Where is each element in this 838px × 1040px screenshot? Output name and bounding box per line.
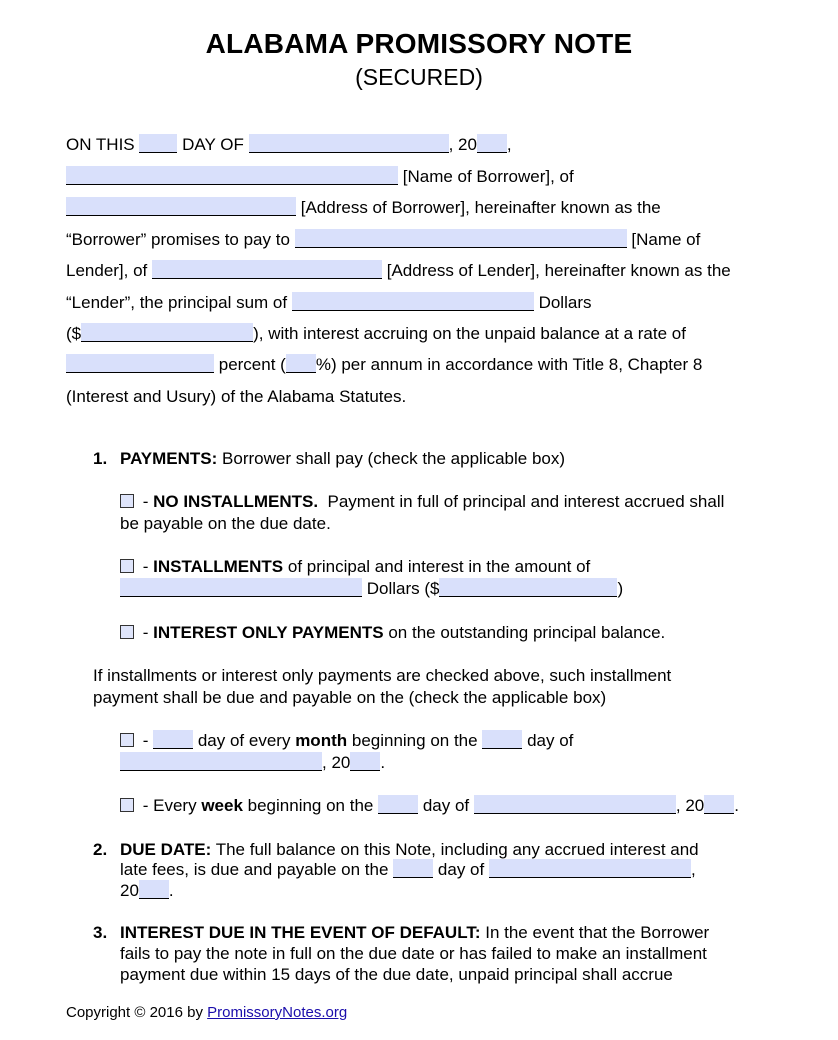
intro-text: ($ bbox=[66, 324, 82, 343]
intro-line-9: (Interest and Usury) of the Alabama Statutes. bbox=[66, 387, 407, 406]
section-heading: DUE DATE: bbox=[120, 840, 212, 859]
lender-address-field[interactable] bbox=[152, 260, 382, 279]
month-field[interactable] bbox=[249, 134, 449, 153]
website-link[interactable]: PromissoryNotes.org bbox=[207, 1004, 348, 1021]
weekly-start-day-field[interactable] bbox=[378, 795, 418, 814]
due-year-line: 20 . bbox=[120, 881, 174, 900]
option-text: Dollars ($ bbox=[366, 579, 440, 598]
section-2-heading bbox=[120, 839, 699, 861]
section-number: 2. bbox=[93, 840, 108, 859]
option-text: on the outstanding principal balance. bbox=[388, 623, 666, 642]
intro-text: [Address of Borrower], hereinafter known as the bbox=[300, 198, 661, 217]
copyright-text: Copyright © 2016 by bbox=[66, 1004, 203, 1021]
option-label: NO INSTALLMENTS. bbox=[153, 492, 319, 511]
section-3-text: payment due within 15 days of the due date, unpaid principal shall accrue bbox=[120, 965, 673, 984]
option-text: ) bbox=[617, 579, 624, 598]
intro-text: DAY OF bbox=[182, 135, 244, 154]
option-monthly: - day of every month beginning on the day of bbox=[120, 730, 573, 752]
option-weekly: - Every week beginning on the day of , 20 . bbox=[120, 795, 739, 817]
section-text: In the event that the Borrower bbox=[485, 923, 710, 942]
section-3-text: fails to pay the note in full on the due date or has failed to make an installment bbox=[120, 944, 707, 963]
option-text: of principal and interest in the amount of bbox=[287, 557, 591, 576]
intro-line-7 bbox=[66, 323, 686, 345]
intro-text: , 20 bbox=[448, 135, 477, 154]
monthly-checkbox[interactable] bbox=[120, 733, 134, 747]
intro-line-6 bbox=[66, 292, 591, 314]
intro-text: ), with interest accruing on the unpaid balance at a rate of bbox=[253, 324, 686, 343]
rate-words-field[interactable] bbox=[66, 354, 214, 373]
lender-name-field[interactable] bbox=[295, 229, 627, 248]
intro-line-5 bbox=[66, 260, 731, 282]
option-interest-only: - INTEREST ONLY PAYMENTS on the outstanding principal balance. bbox=[120, 622, 665, 644]
due-month-field[interactable] bbox=[489, 859, 691, 878]
monthly-date-line: , 20 . bbox=[120, 752, 385, 774]
section-number: 3. bbox=[93, 923, 108, 942]
section-3-heading bbox=[120, 922, 709, 944]
intro-text: , bbox=[506, 135, 512, 154]
borrower-address-field[interactable] bbox=[66, 197, 296, 216]
intro-text: [Address of Lender], hereinafter known as the bbox=[386, 261, 731, 280]
option-text-cont: be payable on the due date. bbox=[120, 514, 331, 533]
intro-text: [Name of Borrower], of bbox=[402, 167, 574, 186]
section-1-heading bbox=[120, 448, 565, 470]
option-text: Payment in full of principal and interest accrued shall bbox=[327, 492, 725, 511]
monthly-start-year-field[interactable] bbox=[350, 752, 380, 771]
intro-text: Lender], of bbox=[66, 261, 148, 280]
option-label: INTEREST ONLY PAYMENTS bbox=[153, 623, 384, 642]
weekly-checkbox[interactable] bbox=[120, 798, 134, 812]
due-day-field[interactable] bbox=[393, 859, 433, 878]
installment-words-field[interactable] bbox=[120, 578, 362, 597]
day-field[interactable] bbox=[139, 134, 177, 153]
installment-amount-field[interactable] bbox=[439, 578, 617, 597]
option-label: INSTALLMENTS bbox=[153, 557, 284, 576]
intro-text: percent ( bbox=[218, 355, 286, 374]
borrower-name-field[interactable] bbox=[66, 166, 398, 185]
monthly-start-month-field[interactable] bbox=[120, 752, 322, 771]
installment-amount-line bbox=[120, 578, 623, 600]
intro-text: “Borrower” promises to pay to bbox=[66, 230, 290, 249]
section-heading: PAYMENTS: bbox=[120, 449, 218, 468]
due-year-field[interactable] bbox=[139, 880, 169, 899]
section-text: Borrower shall pay (check the applicable box) bbox=[222, 449, 566, 468]
interest-only-checkbox[interactable] bbox=[120, 625, 134, 639]
rate-percent-field[interactable] bbox=[286, 354, 316, 373]
document-title: ALABAMA PROMISSORY NOTE bbox=[205, 28, 633, 59]
intro-text: Dollars bbox=[538, 293, 592, 312]
no-installments-checkbox[interactable] bbox=[120, 494, 134, 508]
monthly-start-day-field[interactable] bbox=[482, 730, 522, 749]
intro-line-8 bbox=[66, 354, 702, 376]
weekly-start-month-field[interactable] bbox=[474, 795, 676, 814]
year-field[interactable] bbox=[477, 134, 507, 153]
installment-note-2: payment shall be due and payable on the (check the applicable box) bbox=[93, 688, 607, 707]
intro-line-1 bbox=[66, 134, 512, 156]
section-number: 1. bbox=[93, 449, 108, 468]
copyright-footer bbox=[66, 1004, 347, 1021]
intro-line-3 bbox=[66, 197, 661, 219]
due-date-line: late fees, is due and payable on the day of , bbox=[120, 860, 696, 879]
option-no-installments: - NO INSTALLMENTS. Payment in full of principal and interest accrued shall bbox=[120, 491, 724, 513]
option-installments: - INSTALLMENTS of principal and interest in the amount of bbox=[120, 556, 590, 578]
intro-text: %) per annum in accordance with Title 8, Chapter 8 bbox=[315, 355, 703, 374]
installment-note-1: If installments or interest only payments are checked above, such installment bbox=[93, 666, 672, 685]
section-text: The full balance on this Note, including any accrued interest and bbox=[215, 840, 699, 859]
intro-line-4 bbox=[66, 229, 700, 251]
intro-line-2 bbox=[66, 166, 574, 188]
weekly-start-year-field[interactable] bbox=[704, 795, 734, 814]
monthly-day-field[interactable] bbox=[153, 730, 193, 749]
section-heading: INTEREST DUE IN THE EVENT OF DEFAULT: bbox=[120, 923, 481, 942]
intro-text: [Name of bbox=[631, 230, 701, 249]
principal-amount-field[interactable] bbox=[81, 323, 253, 342]
intro-text: ON THIS bbox=[66, 135, 135, 154]
principal-words-field[interactable] bbox=[292, 292, 534, 311]
document-subtitle: (SECURED) bbox=[355, 64, 483, 90]
intro-text: “Lender”, the principal sum of bbox=[66, 293, 288, 312]
installments-checkbox[interactable] bbox=[120, 559, 134, 573]
